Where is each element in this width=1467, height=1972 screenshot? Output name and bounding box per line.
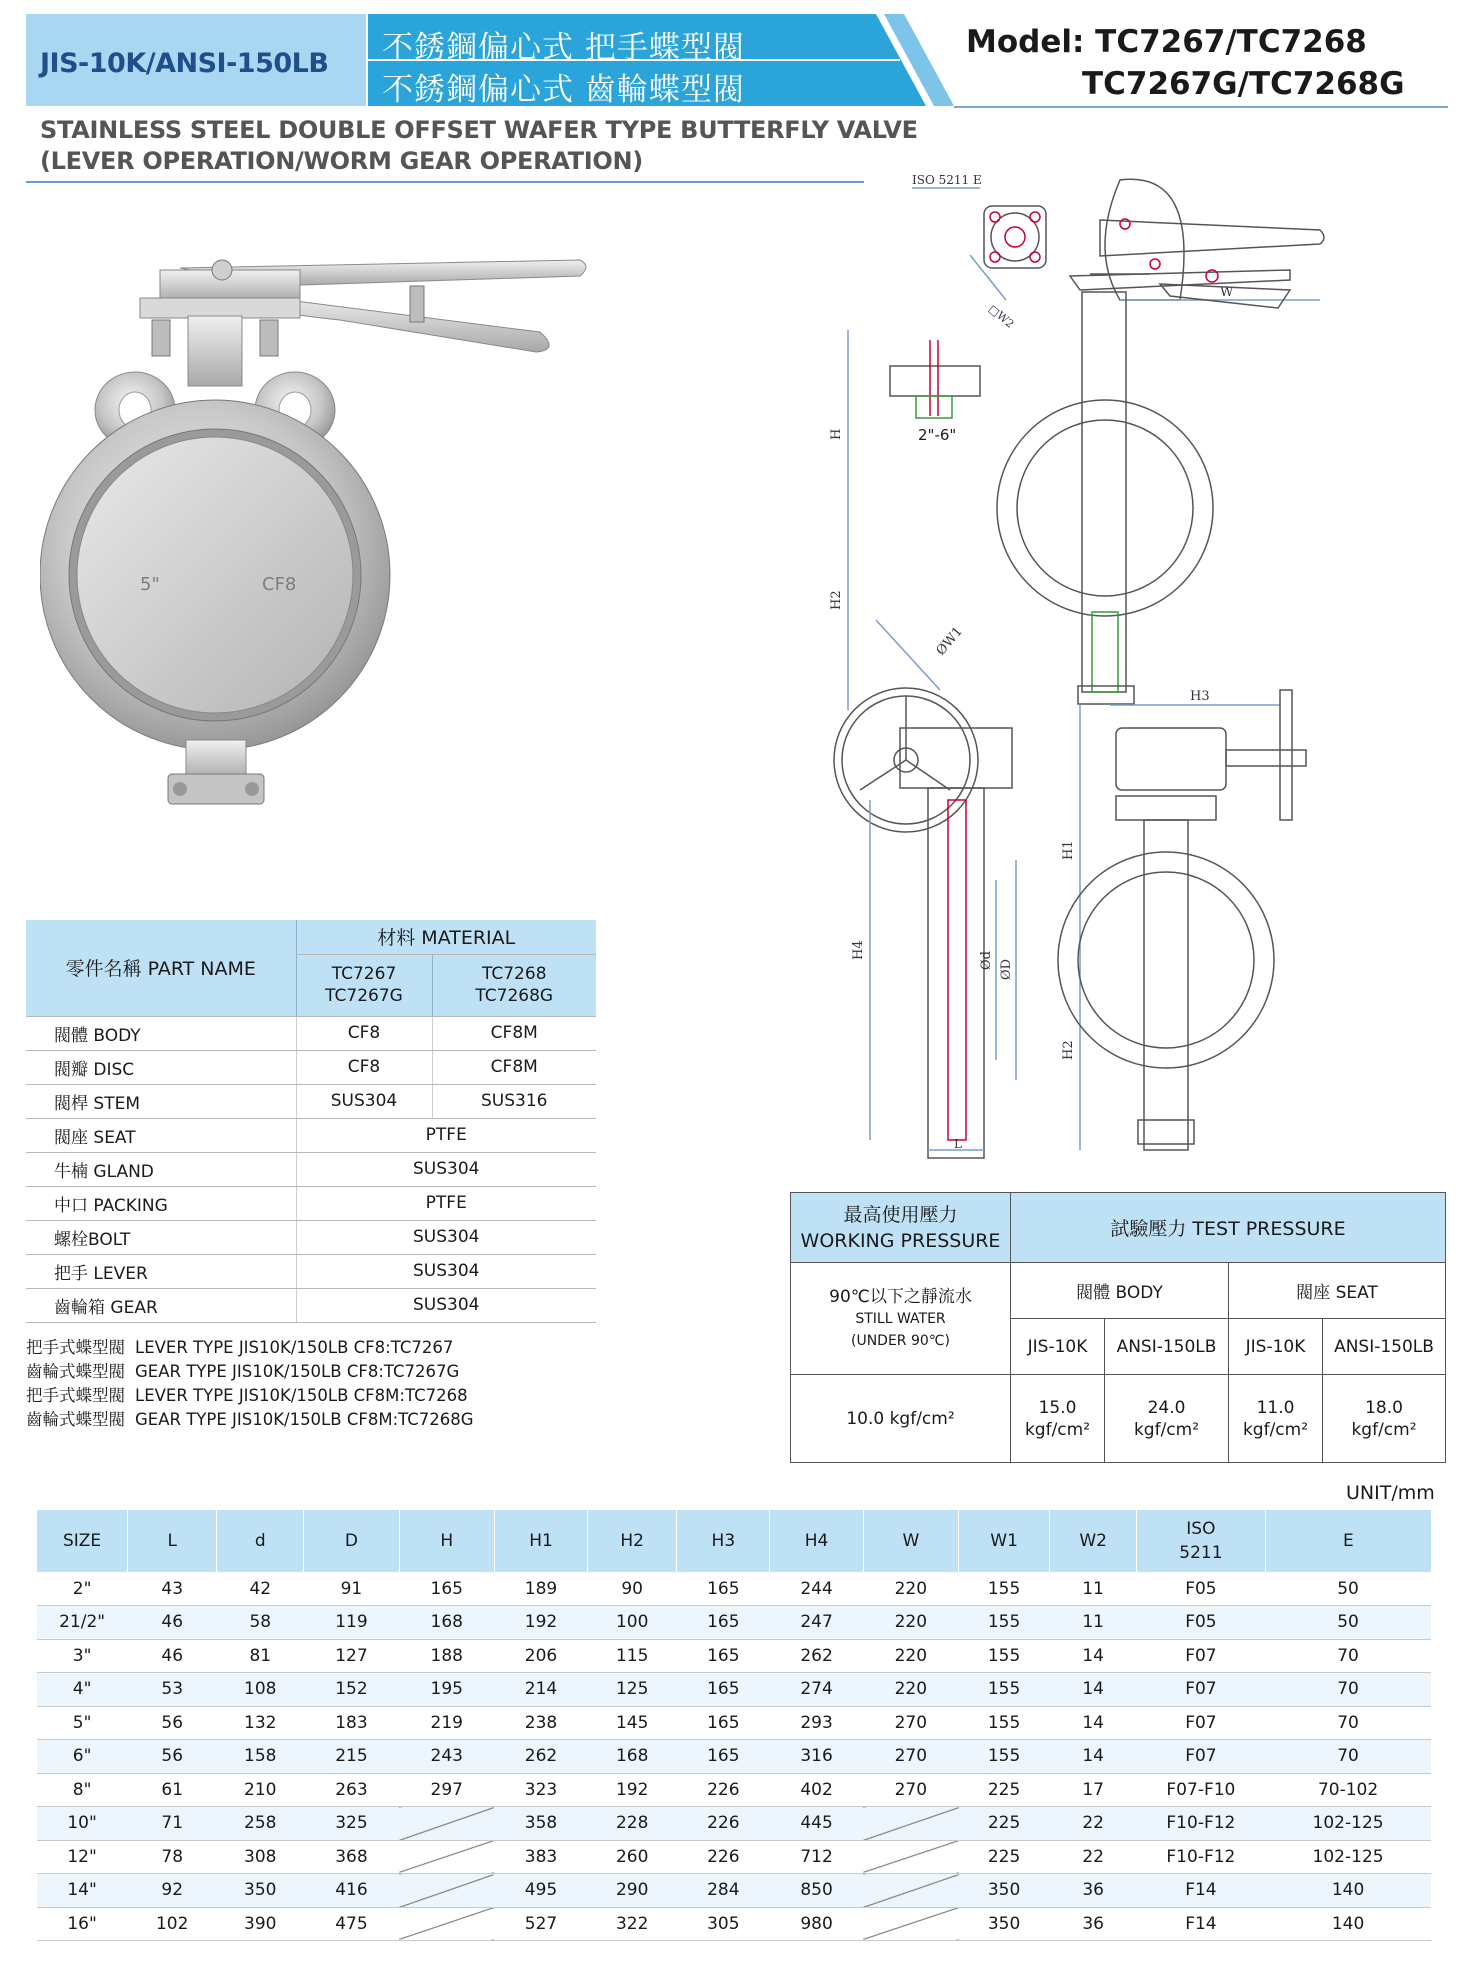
table-row: 牛楠 GLAND SUS304	[26, 1152, 596, 1186]
table-cell: 368	[304, 1840, 399, 1874]
table-cell: 390	[217, 1907, 304, 1941]
table-cell: 100	[588, 1606, 677, 1640]
table-row	[37, 1639, 1432, 1673]
table-cell: 358	[494, 1807, 587, 1841]
table-cell: 2"	[37, 1572, 128, 1606]
table-cell: 50	[1265, 1572, 1431, 1606]
body-header: 閥體 BODY	[1011, 1263, 1229, 1319]
note-line: 齒輪式蝶型閥 GEAR TYPE JIS10K/150LB CF8M:TC7268G	[26, 1410, 474, 1429]
unit-label: UNIT/mm	[1346, 1482, 1435, 1504]
table-cell: 168	[588, 1740, 677, 1774]
model-notes	[26, 1336, 474, 1432]
table-cell	[399, 1840, 494, 1874]
table-cell: 215	[304, 1740, 399, 1774]
table-row	[37, 1907, 1432, 1941]
table-cell	[863, 1807, 958, 1841]
table-cell: 155	[959, 1572, 1050, 1606]
table-row	[37, 1773, 1432, 1807]
table-cell: 5"	[37, 1706, 128, 1740]
table-row: 齒輪箱 GEAR SUS304	[26, 1288, 596, 1322]
table-cell: F14	[1137, 1874, 1265, 1908]
table-cell: 297	[399, 1773, 494, 1807]
table-cell: 70	[1265, 1740, 1431, 1774]
table-cell: 8"	[37, 1773, 128, 1807]
table-cell: 11	[1050, 1572, 1137, 1606]
col1-header: TC7267 TC7267G	[296, 954, 432, 1016]
table-cell: 3"	[37, 1639, 128, 1673]
material-header: 材料 MATERIAL	[296, 920, 596, 954]
table-cell: 58	[217, 1606, 304, 1640]
table-cell: 14	[1050, 1706, 1137, 1740]
model-line-1: Model: TC7267/TC7268	[966, 24, 1367, 60]
table-cell	[863, 1907, 958, 1941]
column-header: H	[399, 1510, 494, 1572]
table-cell: 305	[677, 1907, 770, 1941]
table-cell: 192	[588, 1773, 677, 1807]
table-row	[37, 1706, 1432, 1740]
table-cell: 225	[959, 1840, 1050, 1874]
table-cell: 22	[1050, 1840, 1137, 1874]
table-cell: 226	[677, 1807, 770, 1841]
h-label: H	[829, 428, 844, 440]
table-cell: 290	[588, 1874, 677, 1908]
table-cell: 115	[588, 1639, 677, 1673]
h1-label: H1	[1061, 840, 1076, 860]
table-cell: 228	[588, 1807, 677, 1841]
table-cell: 14	[1050, 1673, 1137, 1707]
header-divider	[954, 106, 1448, 108]
title-divider	[26, 181, 864, 183]
column-header: W1	[959, 1510, 1050, 1572]
table-cell: 102-125	[1265, 1807, 1431, 1841]
table-row: 閥座 SEAT PTFE	[26, 1118, 596, 1152]
material-table	[26, 920, 596, 1323]
table-cell	[863, 1840, 958, 1874]
table-cell: 980	[770, 1907, 863, 1941]
table-cell: 36	[1050, 1907, 1137, 1941]
table-cell: 91	[304, 1572, 399, 1606]
technical-drawing	[820, 160, 1460, 1160]
seat-header: 閥座 SEAT	[1229, 1263, 1446, 1319]
table-cell: 165	[677, 1673, 770, 1707]
table-cell: 17	[1050, 1773, 1137, 1807]
table-cell: 61	[128, 1773, 217, 1807]
table-cell: 189	[494, 1572, 587, 1606]
table-row: 閥體 BODY CF8 CF8M	[26, 1016, 596, 1050]
table-cell: 274	[770, 1673, 863, 1707]
table-cell: 43	[128, 1572, 217, 1606]
column-header: E	[1265, 1510, 1431, 1572]
column-header: ISO 5211	[1137, 1510, 1265, 1572]
size-range-label: 2"-6"	[918, 426, 957, 444]
test-pressure-header: 試驗壓力 TEST PRESSURE	[1011, 1193, 1446, 1263]
table-row: 把手 LEVER SUS304	[26, 1254, 596, 1288]
table-cell: 36	[1050, 1874, 1137, 1908]
table-cell: 165	[677, 1572, 770, 1606]
table-cell: 220	[863, 1572, 958, 1606]
table-cell: 102	[128, 1907, 217, 1941]
table-cell: 850	[770, 1874, 863, 1908]
table-cell: 214	[494, 1673, 587, 1707]
table-cell: 168	[399, 1606, 494, 1640]
table-cell: 165	[677, 1606, 770, 1640]
column-header: D	[304, 1510, 399, 1572]
column-header: H2	[588, 1510, 677, 1572]
table-cell: 56	[128, 1740, 217, 1774]
table-cell: 155	[959, 1673, 1050, 1707]
table-cell: F07	[1137, 1639, 1265, 1673]
note-line: 把手式蝶型閥 LEVER TYPE JIS10K/150LB CF8:TC7267	[26, 1338, 454, 1357]
table-cell: 158	[217, 1740, 304, 1774]
col2-header: TC7268 TC7268G	[432, 954, 596, 1016]
table-cell: 140	[1265, 1907, 1431, 1941]
table-cell: 155	[959, 1639, 1050, 1673]
english-title-2: (LEVER OPERATION/WORM GEAR OPERATION)	[40, 147, 643, 175]
table-cell: F05	[1137, 1572, 1265, 1606]
table-cell: 226	[677, 1773, 770, 1807]
table-cell: F14	[1137, 1907, 1265, 1941]
table-cell: 132	[217, 1706, 304, 1740]
column-header: H3	[677, 1510, 770, 1572]
table-cell: 119	[304, 1606, 399, 1640]
table-cell: 56	[128, 1706, 217, 1740]
table-cell: 219	[399, 1706, 494, 1740]
table-cell	[399, 1907, 494, 1941]
table-cell: 165	[677, 1639, 770, 1673]
table-cell: 46	[128, 1606, 217, 1640]
table-cell: 220	[863, 1606, 958, 1640]
table-cell: 262	[494, 1740, 587, 1774]
h2b-label: H2	[1061, 1040, 1076, 1060]
table-cell: F10-F12	[1137, 1807, 1265, 1841]
column-header: W2	[1050, 1510, 1137, 1572]
table-cell: 712	[770, 1840, 863, 1874]
table-cell: 260	[588, 1840, 677, 1874]
table-cell: 188	[399, 1639, 494, 1673]
column-header: H1	[494, 1510, 587, 1572]
english-title-1: STAINLESS STEEL DOUBLE OFFSET WAFER TYPE BUTTERFLY VALVE	[40, 116, 918, 144]
table-row	[37, 1840, 1432, 1874]
table-cell: 322	[588, 1907, 677, 1941]
d-big-label: ØD	[999, 958, 1014, 980]
table-cell: 6"	[37, 1740, 128, 1774]
table-row	[37, 1606, 1432, 1640]
table-cell: 155	[959, 1606, 1050, 1640]
pressure-table: 最高使用壓力 WORKING PRESSURE 試驗壓力 TEST PRESSURE 90℃以下之靜流水 STILL WATER (UNDER 90℃) 閥體 BODY 閥座 SEAT JIS-10K ANSI-150LB JIS-10K ANSI-150LB 10.0 kgf/cm² 15.0 kgf/cm² 24.0 kgf/cm² 11.0 kgf/cm² 18.0 kgf/cm²	[790, 1192, 1446, 1463]
table-cell: 192	[494, 1606, 587, 1640]
table-cell: 225	[959, 1807, 1050, 1841]
table-cell: F07-F10	[1137, 1773, 1265, 1807]
table-cell: 155	[959, 1706, 1050, 1740]
table-cell: F07	[1137, 1673, 1265, 1707]
table-cell: 416	[304, 1874, 399, 1908]
table-cell: 350	[959, 1907, 1050, 1941]
table-cell: 152	[304, 1673, 399, 1707]
table-cell: 495	[494, 1874, 587, 1908]
table-cell: F07	[1137, 1706, 1265, 1740]
table-cell: 70	[1265, 1673, 1431, 1707]
table-cell: 220	[863, 1673, 958, 1707]
table-cell: 70	[1265, 1706, 1431, 1740]
table-cell: 46	[128, 1639, 217, 1673]
table-cell: 270	[863, 1740, 958, 1774]
table-row: 中口 PACKING PTFE	[26, 1186, 596, 1220]
table-cell: 270	[863, 1706, 958, 1740]
table-cell: 210	[217, 1773, 304, 1807]
table-cell: 11	[1050, 1606, 1137, 1640]
valve-photo	[40, 240, 600, 820]
chinese-title-gear: 不銹鋼偏心式 齒輪蝶型閥	[382, 72, 745, 108]
table-cell: 155	[959, 1740, 1050, 1774]
table-row: 閥桿 STEM SUS304 SUS316	[26, 1084, 596, 1118]
h4-label: H4	[851, 940, 866, 960]
table-cell: 247	[770, 1606, 863, 1640]
table-cell: 145	[588, 1706, 677, 1740]
working-pressure-value: 10.0 kgf/cm²	[791, 1375, 1011, 1463]
h2-label: H2	[829, 590, 844, 610]
table-cell	[399, 1874, 494, 1908]
table-cell: 350	[217, 1874, 304, 1908]
table-cell: 12"	[37, 1840, 128, 1874]
table-cell: F10-F12	[1137, 1840, 1265, 1874]
table-cell: 16"	[37, 1907, 128, 1941]
table-cell: 14"	[37, 1874, 128, 1908]
table-cell: 70-102	[1265, 1773, 1431, 1807]
table-cell: 258	[217, 1807, 304, 1841]
column-header: H4	[770, 1510, 863, 1572]
d-small-label: Ød	[979, 951, 994, 970]
table-cell: 402	[770, 1773, 863, 1807]
table-cell: 53	[128, 1673, 217, 1707]
table-cell: 102-125	[1265, 1840, 1431, 1874]
table-cell: 244	[770, 1572, 863, 1606]
table-cell: 225	[959, 1773, 1050, 1807]
table-cell: 22	[1050, 1807, 1137, 1841]
table-cell: 445	[770, 1807, 863, 1841]
table-cell: 183	[304, 1706, 399, 1740]
table-row: 閥瓣 DISC CF8 CF8M	[26, 1050, 596, 1084]
table-cell: 42	[217, 1572, 304, 1606]
table-cell: 270	[863, 1773, 958, 1807]
part-name-header: 零件名稱 PART NAME	[26, 920, 296, 1016]
column-header: d	[217, 1510, 304, 1572]
w2-label: □W2	[986, 302, 1017, 331]
table-cell: 293	[770, 1706, 863, 1740]
table-cell: 308	[217, 1840, 304, 1874]
note-line: 齒輪式蝶型閥 GEAR TYPE JIS10K/150LB CF8:TC7267G	[26, 1362, 460, 1381]
table-cell: 325	[304, 1807, 399, 1841]
dimension-table	[36, 1510, 1431, 1941]
table-cell: 323	[494, 1773, 587, 1807]
table-cell: 263	[304, 1773, 399, 1807]
table-cell: 165	[399, 1572, 494, 1606]
table-cell: 238	[494, 1706, 587, 1740]
table-row	[37, 1807, 1432, 1841]
table-cell: 316	[770, 1740, 863, 1774]
table-cell: 10"	[37, 1807, 128, 1841]
photo-size-mark: 5"	[140, 574, 160, 595]
table-cell: 527	[494, 1907, 587, 1941]
table-row: 螺栓BOLT SUS304	[26, 1220, 596, 1254]
table-cell: 220	[863, 1639, 958, 1673]
table-cell: 243	[399, 1740, 494, 1774]
condition-cell: 90℃以下之靜流水 STILL WATER (UNDER 90℃)	[791, 1263, 1011, 1375]
table-cell: 140	[1265, 1874, 1431, 1908]
column-header: SIZE	[37, 1510, 128, 1572]
table-cell: 165	[677, 1706, 770, 1740]
table-cell: 4"	[37, 1673, 128, 1707]
table-cell: 206	[494, 1639, 587, 1673]
column-header: W	[863, 1510, 958, 1572]
table-cell: 21/2"	[37, 1606, 128, 1640]
table-cell: F05	[1137, 1606, 1265, 1640]
table-cell: 70	[1265, 1639, 1431, 1673]
column-header: L	[128, 1510, 217, 1572]
table-cell: 165	[677, 1740, 770, 1774]
chinese-title-lever: 不銹鋼偏心式 把手蝶型閥	[382, 30, 745, 66]
table-cell: 71	[128, 1807, 217, 1841]
table-cell: 127	[304, 1639, 399, 1673]
table-cell: 92	[128, 1874, 217, 1908]
w-label: W	[1220, 285, 1234, 300]
table-cell: 14	[1050, 1740, 1137, 1774]
table-cell: F07	[1137, 1740, 1265, 1774]
standard-title: JIS-10K/ANSI-150LB	[40, 48, 329, 79]
table-row	[37, 1572, 1432, 1606]
table-row	[37, 1673, 1432, 1707]
table-cell: 475	[304, 1907, 399, 1941]
table-row	[37, 1874, 1432, 1908]
table-cell: 383	[494, 1840, 587, 1874]
table-cell: 262	[770, 1639, 863, 1673]
w1-label: ØW1	[933, 624, 966, 659]
table-cell: 195	[399, 1673, 494, 1707]
table-cell: 108	[217, 1673, 304, 1707]
working-pressure-header: 最高使用壓力 WORKING PRESSURE	[791, 1193, 1011, 1263]
iso-label: ISO 5211 E	[912, 173, 982, 187]
table-cell	[863, 1874, 958, 1908]
table-cell: 81	[217, 1639, 304, 1673]
table-cell: 90	[588, 1572, 677, 1606]
l-label: L	[954, 1137, 962, 1151]
table-cell: 350	[959, 1874, 1050, 1908]
h3-label: H3	[1190, 689, 1210, 704]
table-cell	[399, 1807, 494, 1841]
table-cell: 14	[1050, 1639, 1137, 1673]
note-line: 把手式蝶型閥 LEVER TYPE JIS10K/150LB CF8M:TC7268	[26, 1386, 468, 1405]
table-cell: 226	[677, 1840, 770, 1874]
model-line-2: TC7267G/TC7268G	[1082, 66, 1405, 102]
table-cell: 284	[677, 1874, 770, 1908]
table-cell: 50	[1265, 1606, 1431, 1640]
table-cell: 78	[128, 1840, 217, 1874]
table-cell: 125	[588, 1673, 677, 1707]
table-row	[37, 1740, 1432, 1774]
photo-material-mark: CF8	[262, 574, 297, 595]
